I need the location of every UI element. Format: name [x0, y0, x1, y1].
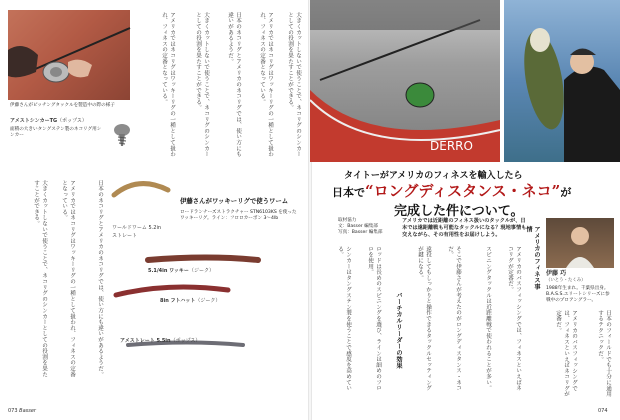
person-name: 伊藤 巧: [546, 270, 567, 277]
right-page: [310, 0, 620, 420]
reel-illustration: [8, 10, 130, 100]
left-col-2: アメリカではネコリグはワッキーリグの一種として扱われ、フィネスの定番となっている。: [259, 12, 273, 157]
right-col-3: そこで伊藤さんが考えたのがロングディスタンス・ネコだ。: [447, 246, 461, 391]
left-col-3: 日本のネコリグとアメリカのネコリグでは、使い方にも違いがあるようだ。: [227, 12, 241, 157]
lure5-label: アメストレート 5.5in（ポップス）: [120, 338, 201, 344]
left-col-4: 大きくカットしないで使うことで、ネコリグのシンカーとしての役割を果たすことができる。: [195, 12, 209, 157]
reel-photo: [8, 10, 130, 100]
section-title: 伊藤さんがワッキーリグで使うワーム: [180, 197, 289, 205]
left-col-6: 日本のネコリグとアメリカのネコリグでは、使い方にも違いがあるようだ。: [97, 180, 103, 378]
left-page-number: 073 Basser: [8, 408, 36, 414]
title-line-2: 日本で“ロングディスタンス・ネコ”が: [332, 182, 572, 200]
lure3-label: 5.1/4in ワッキー（ジーク）: [148, 268, 214, 274]
byline: 取材協力 文：Basser 編集部 写真：Basser 編集部: [338, 218, 383, 235]
product-title: アメストシンカーTG: [10, 118, 58, 124]
lead-text: アメリカでは近距離のフィネス扱いのタックルが、日本では遠距離戦も可能なタックルになる？現地事情も交えながら、その有用性をお届けしよう。: [402, 218, 527, 238]
right-page-number: 074: [598, 408, 608, 414]
person-illustration: [546, 218, 614, 268]
angler-illustration: [504, 0, 620, 162]
title-line-3: 完成した件について。: [394, 204, 524, 219]
lure-2: [148, 258, 258, 261]
boat-logo: DERRO: [430, 139, 473, 153]
side-heading: アメリカのフィネス事情: [525, 226, 540, 290]
right-col-4: 遠投してもしっかりと操作できるタックルセッティングが鍵になる。: [417, 246, 431, 391]
left-col-1: 大きくカットしないで使うことで、ネコリグのシンカーとしての役割を果たすことができる。: [287, 12, 301, 157]
title-line-1: タイトーがアメリカのフィネスを輸入したら: [344, 171, 523, 181]
product-brand: （ポップス）: [57, 118, 87, 124]
sinker-product: [10, 118, 140, 168]
left-col-5: アメリカではネコリグはワッキーリグの一種として扱われ、フィネスの定番となっている。: [161, 12, 175, 157]
photo-caption: 伊藤さんがピッチングタックルを製造中の際の様子: [10, 103, 115, 108]
product-desc: 面積の大きいタングステン製のネコリグ用シンカー: [10, 127, 102, 138]
lure-3: [116, 287, 228, 295]
lure2-label: ストレート: [112, 233, 138, 239]
right-col-2: スピニングタックルは近距離戦で使われることが多い。: [485, 246, 491, 391]
boat-illustration: [310, 0, 500, 162]
boat-photo: [310, 0, 500, 162]
person-kana: （いとう・たくみ）: [546, 278, 586, 283]
rig-desc: ロードランナーズストラクチャー STN6103KS を使ったワッキーリグ。ライン：フロロカーボン 3〜4lb: [180, 210, 297, 221]
right-col-5: ロッドは長めのスピニングを選び、ラインは細めのフロロを使用。: [367, 246, 381, 391]
left-col-8: 大きくカットしないで使うことで、ネコリグのシンカーとしての役割を果たすことができる。: [33, 180, 47, 378]
sinker-icon: [110, 122, 134, 148]
lure-1: [114, 184, 168, 195]
right-col-7: 日本のフィールドでも十分に通用するテクニックだ。: [597, 310, 611, 397]
person-photo: [546, 218, 614, 268]
right-col-6: シンカーはタングステン製を使うことで感度を高めている。: [337, 246, 351, 391]
left-col-7: アメリカではネコリグはワッキーリグの一種として扱われ、フィネスの定番となっている。: [61, 180, 75, 378]
lure4-label: 8in フトハット（ジーク）: [160, 298, 221, 304]
right-col-1: アメリカのバスフィッシングでは、フィネスといえばネコリグが定番だ。: [507, 246, 521, 391]
lure1-label: ワールドワーム 5.2in: [112, 225, 161, 231]
angler-photo: [504, 0, 620, 162]
column-heading: バーチカルリーダーの効果: [395, 292, 402, 369]
right-col-8: アメリカのバスフィッシングでは、フィネスといえばネコリグが定番だ。: [555, 310, 577, 397]
person-bio: 1988年生まれ。千葉県出身。B.A.S.S.エリートシリーズに参戦中のプロアングラー。: [546, 286, 610, 303]
